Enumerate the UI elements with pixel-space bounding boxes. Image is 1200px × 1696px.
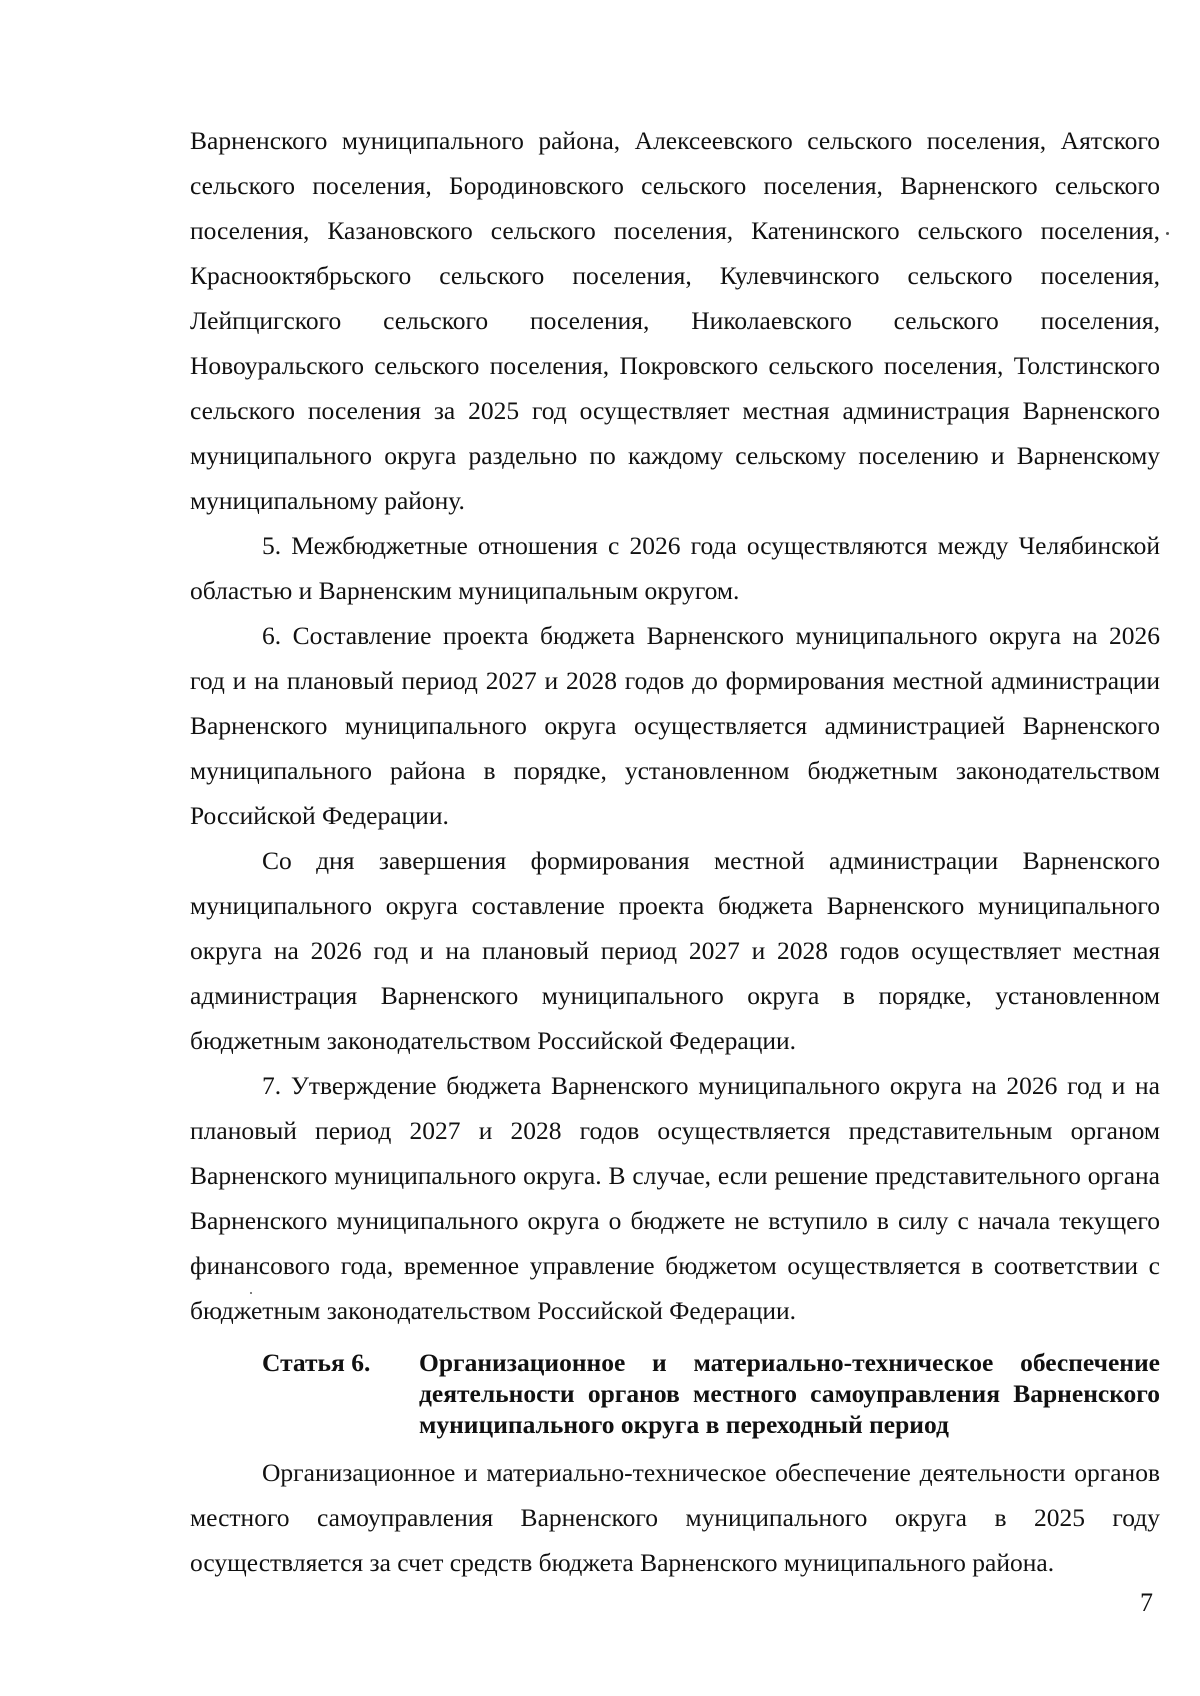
paragraph-item-6-continued: Со дня завершения формирования местной администрации Варненского муниципального округа составление проекта бюджета Варненского муниципального округа на 2026 год и на плановый период 2027 и 2028 годов осуществляет местная администрация Варненского муниципального округа в порядке, установленном бюджетным законодательством Российской Федерации. bbox=[190, 846, 1160, 1055]
scan-speck bbox=[250, 1292, 252, 1294]
scan-speck bbox=[1166, 232, 1169, 235]
article-body-paragraph: Организационное и материально-техническое обеспечение деятельности органов местного самоуправления Варненского муниципального округа в 2025 году осуществляется за счет средств бюджета Варненского муниципального района. bbox=[190, 1458, 1160, 1577]
page-number: 7 bbox=[1140, 1588, 1153, 1617]
article-title: Организационное и материально-техническое обеспечение деятельности органов местного самоуправления Варненского муниципального округа в переходный период bbox=[419, 1348, 1160, 1439]
paragraph-item-6: 6. Составление проекта бюджета Варненского муниципального округа на 2026 год и на плановый период 2027 и 2028 годов до формирования местной администрации Варненского муниципального округа осуществляется администрацией Варненского муниципального района в порядке, установленном бюджетным законодательством Российской Федерации. bbox=[190, 621, 1160, 830]
document-page bbox=[190, 118, 1160, 1585]
article-number: Статья 6. bbox=[262, 1348, 371, 1377]
paragraph-continuation: Варненского муниципального района, Алексеевского сельского поселения, Аятского сельского поселения, Бородиновского сельского поселения, Варненского сельского поселения, Казановского сельского поселения, Катенинского сельского поселения, Краснооктябрьского сельского поселения, Кулевчинского сельского поселения, Лейпцигского сельского поселения, Николаевского сельского поселения, Новоуральского сельского поселения, Покровского сельского поселения, Толстинского сельского поселения за 2025 год осуществляет местная администрация Варненского муниципального округа раздельно по каждому сельскому поселению и Варненскому муниципальному району. bbox=[190, 126, 1160, 515]
paragraph-item-7: 7. Утверждение бюджета Варненского муниципального округа на 2026 год и на плановый период 2027 и 2028 годов осуществляется представительным органом Варненского муниципального округа. В случае, если решение представительного органа Варненского муниципального округа о бюджете не вступило в силу с начала текущего финансового года, временное управление бюджетом осуществляется в соответствии с бюджетным законодательством Российской Федерации. bbox=[190, 1071, 1160, 1325]
article-heading bbox=[190, 1347, 1160, 1440]
paragraph-item-5: 5. Межбюджетные отношения с 2026 года осуществляются между Челябинской областью и Варненским муниципальным округом. bbox=[190, 531, 1160, 605]
